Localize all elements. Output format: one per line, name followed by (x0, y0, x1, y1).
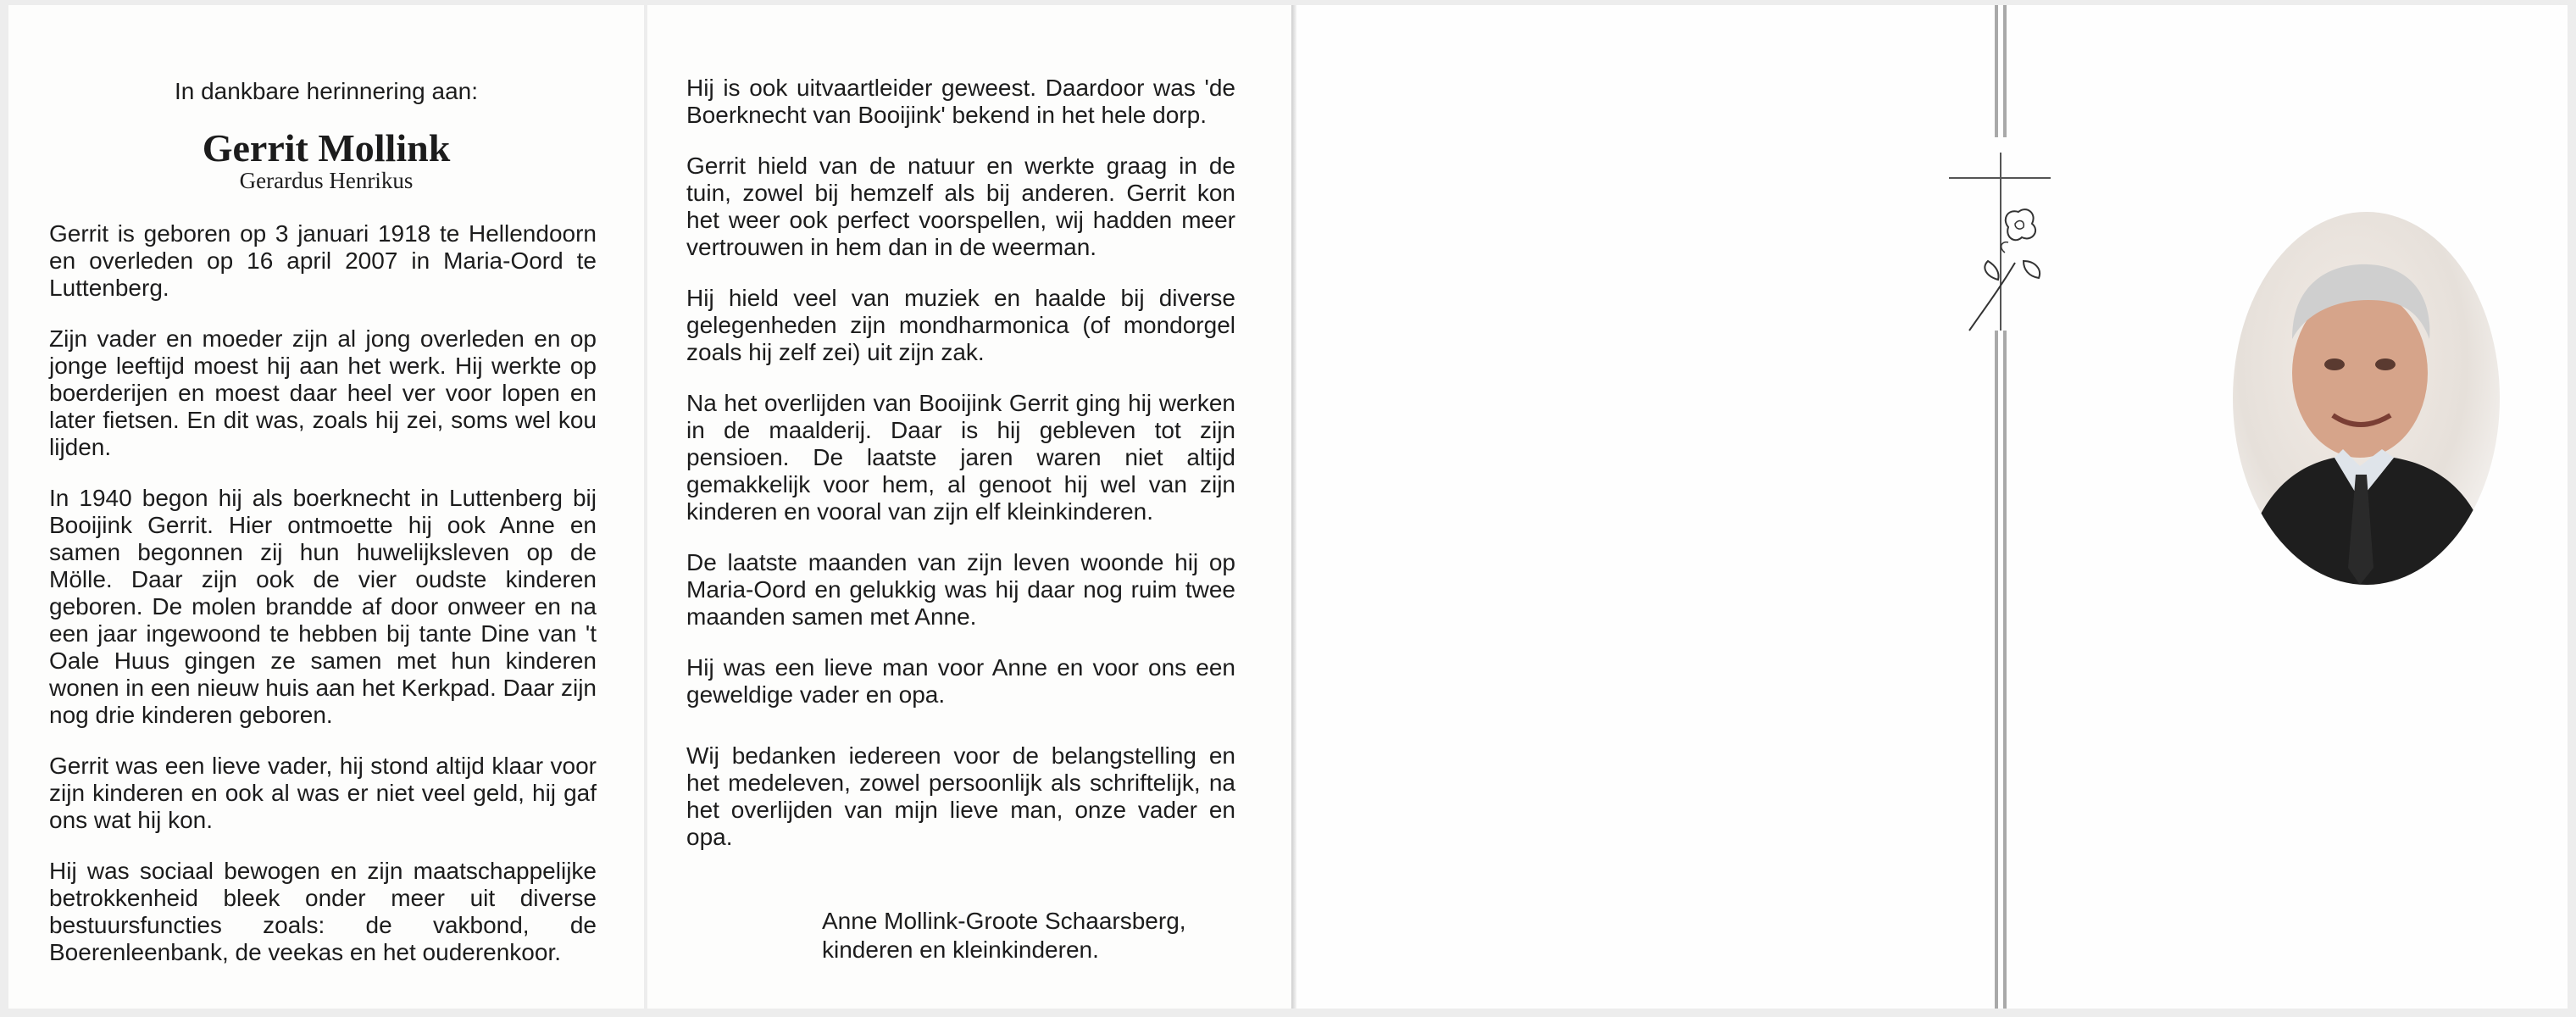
signature-line: kinderen en kleinkinderen. (822, 936, 1099, 963)
middle-column-text (686, 75, 1235, 875)
cross-rose-icon (1949, 153, 2068, 339)
paragraph: Na het overlijden van Booijink Gerrit ging hij werken in de maalderij. Daar is hij gebleven tot zijn pensioen. De laatste jaren waren niet altijd gemakkelijk voor hem, al genoot hij wel van zijn kinderen en vooral van zijn elf kleinkinderen. (686, 390, 1235, 525)
portrait-photo (2233, 212, 2500, 585)
thanks-paragraph: Wij bedanken iedereen voor de belangstelling en het medeleven, zowel persoonlijk als schriftelijk, na het overlijden van mijn lieve man, onze vader en opa. (686, 742, 1235, 850)
paragraph: De laatste maanden van zijn leven woonde hij op Maria-Oord en gelukkig was hij daar nog ruim twee maanden samen met Anne. (686, 549, 1235, 630)
paragraph: In 1940 begon hij als boerknecht in Luttenberg bij Booijink Gerrit. Hier ontmoette hij ook Anne en samen begonnen zij hun huwelijksleven op de Mölle. Daar zijn ook de vier oudste kinderen geboren. De molen brandde af door onweer en na een jaar ingewoond te hebben bij tante Dine van 't Oale Huus gingen ze samen met hun kinderen wonen in een nieuw huis aan het Kerkpad. Daar zijn nog drie kinderen geboren. (49, 485, 597, 728)
paragraph: Gerrit hield van de natuur en werkte graag in de tuin, zowel bij hemzelf als bij anderen. Gerrit kon het weer ook perfect voorspellen, wij hadden meer vertrouwen in hem dan in de weerman. (686, 153, 1235, 260)
paragraph: Hij was een lieve man voor Anne en voor ons een geweldige vader en opa. (686, 654, 1235, 708)
paragraph: Hij hield veel van muziek en haalde bij diverse gelegenheden zijn mondharmonica (of mondorgel zoals hij zelf zei) uit zijn zak. (686, 285, 1235, 365)
paragraph: Hij is ook uitvaartleider geweest. Daardoor was 'de Boerknecht van Booijink' bekend in het hele dorp. (686, 75, 1235, 128)
signature (822, 907, 1186, 964)
left-column-text (49, 220, 597, 990)
intro-line: In dankbare herinnering aan: (174, 78, 479, 104)
deceased-name: Gerrit Mollink (202, 126, 451, 170)
vertical-line-bottom (1995, 331, 2007, 1009)
signature-line: Anne Mollink-Groote Schaarsberg, (822, 908, 1186, 934)
paragraph: Zijn vader en moeder zijn al jong overleden en op jonge leeftijd moest hij aan het werk. Hij werkte op boerderijen en moest daar heel ver voor lopen en later fietsen. En dit was, zoals hij zei, soms wel kou lijden. (49, 325, 597, 460)
fold-divider (1291, 5, 1296, 1009)
paragraph: Gerrit was een lieve vader, hij stond altijd klaar voor zijn kinderen en ook al was er niet veel geld, hij gaf ons wat hij kon. (49, 753, 597, 833)
portrait-illustration (2233, 212, 2500, 585)
vertical-line-top (1995, 5, 2007, 137)
paragraph: Hij was sociaal bewogen en zijn maatschappelijke betrokkenheid bleek onder meer uit diverse bestuursfuncties zoals: de vakbond, de Boerenleenbank, de veekas en het ouderenkoor. (49, 858, 597, 965)
paragraph: Gerrit is geboren op 3 januari 1918 te Hellendoorn en overleden op 16 april 2007 in Maria-Oord te Luttenberg. (49, 220, 597, 301)
deceased-full-name: Gerardus Henrikus (239, 168, 414, 193)
